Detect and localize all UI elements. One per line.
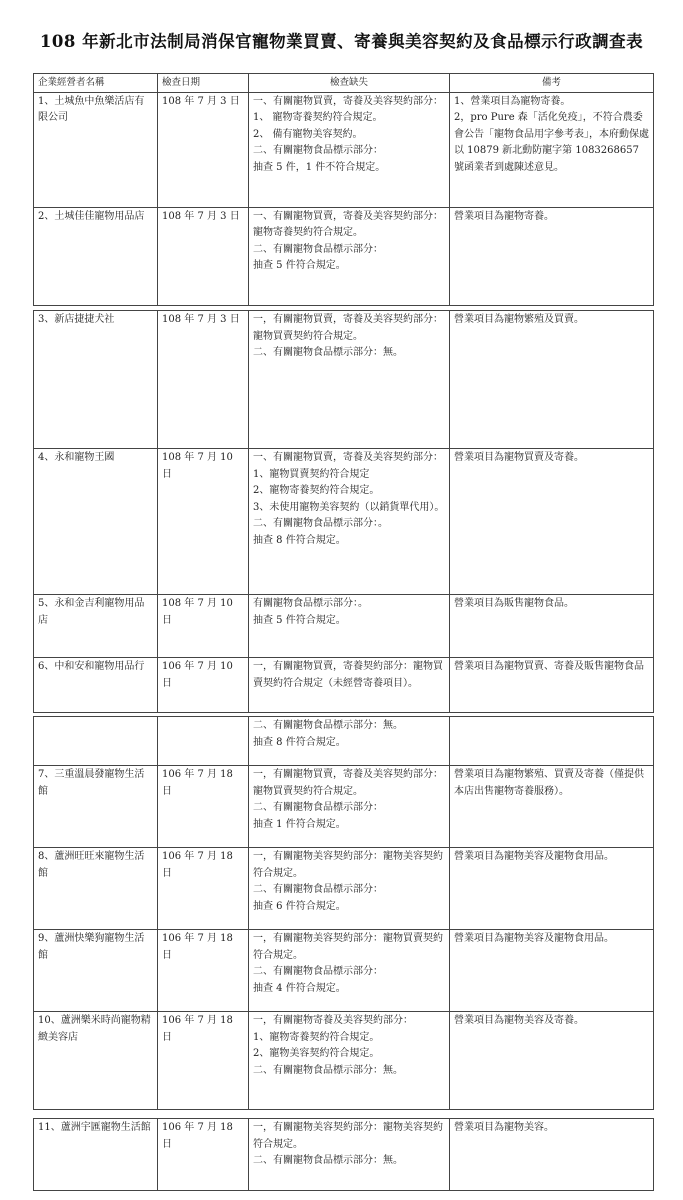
defect-line: 抽查 5 件符合規定。 <box>253 260 346 271</box>
defect-line: 抽查 4 件符合規定。 <box>253 982 346 994</box>
table-header-row <box>34 74 654 93</box>
remarks-cell <box>450 930 654 1012</box>
remarks-cell <box>450 1012 654 1110</box>
table-row <box>34 1012 654 1110</box>
defect-line: 抽查 8 件符合規定。 <box>253 736 346 748</box>
table-row <box>34 658 654 713</box>
defect-line: 3、未使用寵物美容契約（以銷貨單代用）。 <box>253 501 445 513</box>
defect-line: 有關寵物食品標示部分：。 <box>253 598 368 609</box>
business-name-cell: 7、三重溫晨發寵物生活館 <box>34 766 158 848</box>
defect-line: 抽查 1 件符合規定。 <box>253 818 346 830</box>
inspection-defects-cell <box>249 848 450 930</box>
defect-line: 1、寵物寄養契約符合規定。 <box>253 1031 380 1043</box>
remarks-cell <box>450 595 654 658</box>
inspection-date-cell: 106 年 7 月 18 日 <box>158 1119 249 1191</box>
defect-line: 2、寵物美容契約符合規定。 <box>253 1048 380 1059</box>
table-row <box>34 311 654 449</box>
remarks-cell <box>450 848 654 930</box>
table-row <box>34 848 654 930</box>
defect-line: 二、有關寵物食品標示部分： <box>253 966 383 977</box>
inspection-date-cell: 108 年 7 月 10 日 <box>158 449 249 595</box>
defect-line: 二、有關寵物食品標示部分： <box>253 884 383 895</box>
defect-line: 二、有關寵物食品標示部分：無。 <box>253 720 403 731</box>
business-name-cell: 10、蘆洲樂米時尚寵物精緻美容店 <box>34 1012 158 1110</box>
business-name-cell: 6、中和安和寵物用品行 <box>34 658 158 713</box>
defect-line: 一，有關寵物買賣，寄養及美容契約部分：寵物買賣契約符合規定。 <box>253 769 443 797</box>
survey-table-section-2 <box>33 310 654 713</box>
inspection-defects-cell <box>249 766 450 848</box>
defect-line: 二、有關寵物食品標示部分：無。 <box>253 347 403 358</box>
defect-line: 二、有關寵物食品標示部分： <box>253 802 383 813</box>
defect-line: 一、有關寵物買賣，寄養及美容契約部分： <box>253 95 443 107</box>
remarks-cell <box>450 658 654 713</box>
defect-line: 二、有關寵物食品標示部分：無。 <box>253 1155 403 1166</box>
inspection-date-cell: 106 年 7 月 18 日 <box>158 1012 249 1110</box>
business-name-cell: 11、蘆洲宇匯寵物生活館 <box>34 1119 158 1191</box>
inspection-defects-cell <box>249 311 450 449</box>
inspection-date-cell <box>158 717 249 766</box>
inspection-date-cell: 108 年 7 月 10 日 <box>158 595 249 658</box>
defect-line: 抽查 8 件符合規定。 <box>253 534 346 546</box>
remarks-cell <box>450 449 654 595</box>
table-row <box>34 1119 654 1191</box>
inspection-defects-cell <box>249 930 450 1012</box>
remarks-cell <box>450 92 654 207</box>
remarks-cell <box>450 1119 654 1191</box>
inspection-date-cell: 108 年 7 月 3 日 <box>158 311 249 449</box>
table-row <box>34 766 654 848</box>
inspection-defects-cell <box>249 92 450 207</box>
inspection-defects-cell <box>249 449 450 595</box>
inspection-date-cell: 106 年 7 月 10 日 <box>158 658 249 713</box>
defect-line: 一、有關寵物買賣，寄養及美容契約部分：寵物寄養契約符合規定。 <box>253 210 443 238</box>
remark-line: 營業項目為寵物美容。 <box>454 1122 554 1133</box>
defect-line: 抽查 5 件，1 件不符合規定。 <box>253 161 386 173</box>
remark-line: 營業項目為寵物繁殖及買賣。 <box>454 314 584 325</box>
header-inspection-date: 檢查日期 <box>158 74 249 93</box>
defect-line: 抽查 6 件符合規定。 <box>253 900 346 912</box>
remark-line: 營業項目為寵物買賣及寄養。 <box>454 452 584 463</box>
survey-table-section-4 <box>33 1118 654 1191</box>
defect-line: 二、有關寵物食品標示部分： <box>253 243 383 255</box>
inspection-date-cell: 106 年 7 月 18 日 <box>158 766 249 848</box>
survey-table-section-1 <box>33 73 654 306</box>
remark-line: 營業項目為販售寵物食品。 <box>454 598 574 609</box>
table-row <box>34 92 654 207</box>
remark-line: 2，pro Pure 森「活化免疫」，不符合農委會公告「寵物食品用字參考表」，本府動保處以 10879 新北動防寵字第 1083268657 號函業者到處陳述意見。 <box>454 112 649 173</box>
inspection-date-cell: 106 年 7 月 18 日 <box>158 930 249 1012</box>
inspection-date-cell: 108 年 7 月 3 日 <box>158 207 249 305</box>
defect-line: 一，有關寵物寄養及美容契約部分： <box>253 1015 413 1026</box>
defect-line: 二、有關寵物食品標示部分：。 <box>253 518 388 529</box>
header-inspection-defects: 檢查缺失 <box>249 74 450 93</box>
defect-line: 2、 備有寵物美容契約。 <box>253 128 363 140</box>
table-row <box>34 449 654 595</box>
inspection-date-cell: 108 年 7 月 3 日 <box>158 92 249 207</box>
remark-line: 營業項目為寵物繁殖、買賣及寄養（僅提供本店出售寵物寄養服務）。 <box>454 769 644 797</box>
survey-table-section-3 <box>33 716 654 1110</box>
inspection-defects-cell <box>249 717 450 766</box>
inspection-defects-cell <box>249 207 450 305</box>
business-name-cell: 3、新店捷捷犬社 <box>34 311 158 449</box>
defect-line: 一，有關寵物買賣，寄養及美容契約部分：寵物買賣契約符合規定。 <box>253 314 443 342</box>
defect-line: 一，有關寵物美容契約部分：寵物美容契約符合規定。 <box>253 1122 443 1150</box>
inspection-date-cell: 106 年 7 月 18 日 <box>158 848 249 930</box>
business-name-cell <box>34 717 158 766</box>
business-name-cell: 9、蘆洲快樂狗寵物生活館 <box>34 930 158 1012</box>
business-name-cell: 2、土城佳佳寵物用品店 <box>34 207 158 305</box>
remark-line: 營業項目為寵物寄養。 <box>454 210 554 222</box>
business-name-cell: 8、蘆洲旺旺來寵物生活館 <box>34 848 158 930</box>
remark-line: 營業項目為寵物美容及寵物食用品。 <box>454 933 614 944</box>
remark-line: 1、營業項目為寵物寄養。 <box>454 95 571 107</box>
remark-line: 營業項目為寵物買賣、寄養及販售寵物食品 <box>454 661 644 672</box>
business-name-cell: 5、永和金吉利寵物用品店 <box>34 595 158 658</box>
defect-line: 抽查 5 件符合規定。 <box>253 614 346 626</box>
remark-line: 營業項目為寵物美容及寵物食用品。 <box>454 851 614 862</box>
defect-line: 2、寵物寄養契約符合規定。 <box>253 485 380 496</box>
remarks-cell <box>450 311 654 449</box>
table-row <box>34 717 654 766</box>
header-remarks: 備考 <box>450 74 654 93</box>
inspection-defects-cell <box>249 658 450 713</box>
defect-line: 一，有關寵物買賣，寄養契約部分：寵物買賣契約符合規定（未經營寄養項目）。 <box>253 661 443 689</box>
page-title: 108 年新北市法制局消保官寵物業買賣、寄養與美容契約及食品標示行政調查表 <box>39 32 644 51</box>
header-business-name: 企業經營者名稱 <box>34 74 158 93</box>
defect-line: 一、有關寵物買賣，寄養及美容契約部分： <box>253 452 443 463</box>
inspection-defects-cell <box>249 1012 450 1110</box>
business-name-cell: 4、永和寵物王國 <box>34 449 158 595</box>
business-name-cell: 1、土城魚中魚樂活店有限公司 <box>34 92 158 207</box>
defect-line: 二、有關寵物食品標示部分： <box>253 145 383 156</box>
inspection-defects-cell <box>249 1119 450 1191</box>
defect-line: 1、 寵物寄養契約符合規定。 <box>253 112 383 123</box>
defect-line: 1、寵物買賣契約符合規定 <box>253 468 370 480</box>
defect-line: 一，有關寵物美容契約部分：寵物美容契約符合規定。 <box>253 851 443 879</box>
table-row <box>34 207 654 305</box>
table-row <box>34 930 654 1012</box>
table-row <box>34 595 654 658</box>
defect-line: 二、有關寵物食品標示部分：無。 <box>253 1064 403 1076</box>
defect-line: 一，有關寵物美容契約部分：寵物買賣契約符合規定。 <box>253 933 443 961</box>
remarks-cell <box>450 766 654 848</box>
remarks-cell <box>450 717 654 766</box>
remarks-cell <box>450 207 654 305</box>
inspection-defects-cell <box>249 595 450 658</box>
remark-line: 營業項目為寵物美容及寄養。 <box>454 1015 584 1026</box>
